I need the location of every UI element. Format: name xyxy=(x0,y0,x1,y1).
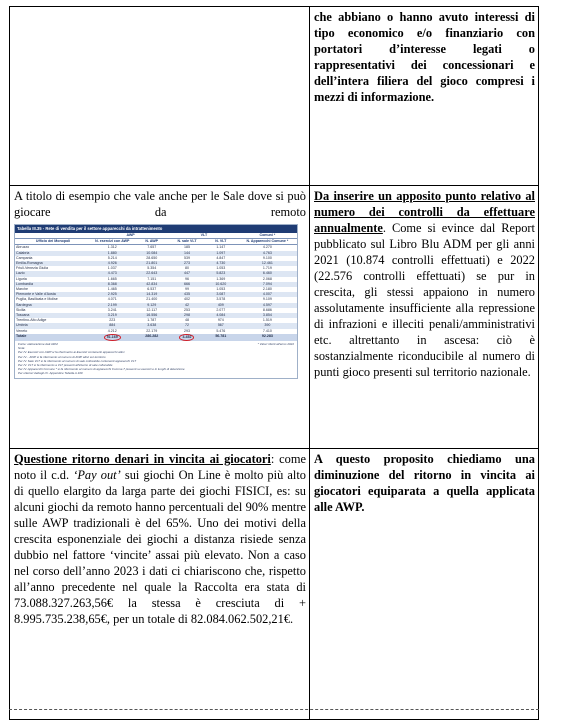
report-cell: 7.094 xyxy=(238,282,297,287)
report-cell: 4.473 xyxy=(91,271,133,276)
report-table-title: Tabella III.35 - Rete di vendita per il settore apparecchi da intrattenimento xyxy=(15,225,297,233)
row3-left-text: sui giochi On Line è molto più alto di quello elargito da larga parte dei giochi FISICI, es: su alcuni giochi da remoto hanno percentuali del 90% mentre sulle AWP tradizionali è del 65%. Uno dei motivi della crescita esponenziale dei giochi a distanza risiede senza dubbio nel fattore ‘vincite’ assai più elevato. Non a caso nel corso dell’anno 2023 i dati ci chiariscono che, rispetto all’anno precedente nel quale la Raccolta era stata di 73.088.327.263,56€ la stessa è cresciuta di + 8.995.735.238,65€, per un totale di 82.084.062.502,21€. xyxy=(14,468,306,626)
report-cell: 4.597 xyxy=(238,303,297,308)
report-header-cell: N. esercizi con AWP xyxy=(91,239,133,245)
report-cell: 666 xyxy=(170,282,204,287)
report-table xyxy=(15,233,297,341)
report-cell: 9.109 xyxy=(262,297,272,302)
report-cell: 22.179 xyxy=(146,328,158,333)
report-cell: 3.241 xyxy=(107,307,117,312)
report-cell: 4.084 xyxy=(204,313,238,318)
row3-left-bold: Questione ritorno denari in vincita ai giocatori xyxy=(14,452,271,466)
report-header-cell: N. Apparecchi Comune * xyxy=(238,239,297,245)
report-cell: 12.117 xyxy=(146,307,158,312)
report-cell: Sardegna xyxy=(15,303,91,308)
report-cell: 21.400 xyxy=(146,297,158,302)
report-cell: 223 xyxy=(109,318,116,323)
report-cell: 8.368 xyxy=(91,282,133,287)
report-note: Per IV. Apparecchi Comune * si fa riferimento al numero di apparecchi Comma 7 presenti su esercizi e in luoghi di detenzione xyxy=(18,367,185,372)
report-cell: Abruzzo xyxy=(16,245,30,250)
report-header-cell: N. VLT xyxy=(204,239,238,245)
row3-left-italic: ‘Pay out’ xyxy=(73,468,121,482)
report-cell: 2.180 xyxy=(262,287,272,292)
report-cell: Piemonte e Valle d'Aosta xyxy=(15,292,91,297)
report-header-cell: Ufficio dei Monopoli xyxy=(15,239,91,245)
report-total-cell: 286.282 xyxy=(133,334,170,341)
report-cell: 4.926 xyxy=(91,261,133,266)
report-note: Per ulteriori dettagli cfr. Appendice Tabella A.100 xyxy=(18,371,83,376)
report-cell: 42 xyxy=(170,303,204,308)
row1-right-cell: che abbiano o hanno avuto interessi di tipo economico e/o finanziario con portatori d’interesse legati o rappresentativi dei concessionari e dell’intera filiera del gioco compresi i mezzi di informazione. xyxy=(310,7,539,186)
report-cell: 14.319 xyxy=(133,292,170,297)
report-cell: 7.657 xyxy=(147,245,157,250)
report-cell: 4.847 xyxy=(216,255,226,260)
report-cell: 4.071 xyxy=(107,297,117,302)
report-cell: 9.100 xyxy=(262,255,272,260)
report-cell: 42.834 xyxy=(133,282,170,287)
report-group-vlt: VLT xyxy=(170,233,238,239)
report-note: Per IV. Sale VLT si fa riferimento al numero di sale collocabile contenenti apparecchi VLT xyxy=(18,358,137,363)
report-cell: 5.823 xyxy=(204,271,238,276)
report-total-cell xyxy=(170,334,204,341)
report-cell: 28.650 xyxy=(146,255,158,260)
report-cell: 1.519 xyxy=(262,318,272,323)
report-cell: 293 xyxy=(183,328,190,333)
report-cell: 9.129 xyxy=(133,303,170,308)
report-cell: 4.730 xyxy=(204,261,238,266)
report-cell: Puglia, Basilicata e Molise xyxy=(16,297,58,302)
report-cell: 1.037 xyxy=(107,266,117,271)
report-note: Per IV. VLT si fa riferimento a VLT presenti all'interno di sale collocabile xyxy=(18,363,113,368)
report-header-cell: N. sale VLT xyxy=(170,239,204,245)
report-cell: Lombardia xyxy=(15,282,91,287)
report-cell: 1.147 xyxy=(216,245,226,250)
row2-left-text: A titolo di esempio che vale anche per le Sale dove si può giocare da remoto xyxy=(14,189,306,219)
highlight-circle: 51.169 xyxy=(104,334,121,341)
row3-right-cell: A questo proposito chiediamo una diminuzione del ritorno in vincita ai giocatori equiparata a quella applicata alle AWP. xyxy=(310,449,539,720)
report-cell: 4.763 xyxy=(238,251,297,256)
report-total-row xyxy=(15,334,297,341)
report-cell: Marche xyxy=(16,287,28,292)
report-header-cell: N. AWP xyxy=(133,239,170,245)
report-cell: 4.270 xyxy=(262,245,272,250)
report-cell: Calabria xyxy=(15,251,91,256)
report-cell: Lazio xyxy=(15,271,91,276)
report-cell: 1.665 xyxy=(107,276,117,281)
report-cell: 390 xyxy=(238,323,297,328)
report-cell: 6.460 xyxy=(238,271,297,276)
report-note-source: Fonte: elaborazione dati ADM xyxy=(18,342,58,347)
report-cell: 72 xyxy=(170,323,204,328)
report-total-cell: 92.283 xyxy=(238,334,297,341)
report-cell: 99 xyxy=(184,287,189,292)
report-note: Nota: xyxy=(18,346,26,351)
report-cell: Liguria xyxy=(16,276,27,281)
report-cell: 7.410 xyxy=(262,328,272,333)
table-row xyxy=(10,186,539,449)
report-cell: 5.214 xyxy=(107,255,117,260)
report-cell: 1.719 xyxy=(262,266,272,271)
report-notes xyxy=(15,341,297,378)
report-note: Per IV... AWP si fa riferimento al numero di AWP attivi sul territorio xyxy=(18,354,106,359)
report-cell: Toscana xyxy=(15,313,91,318)
report-cell: 80 xyxy=(184,266,189,271)
report-cell: 1.880 xyxy=(91,251,133,256)
report-cell: 3.578 xyxy=(216,297,226,302)
report-cell: Trentino-Alto Adige xyxy=(16,318,47,323)
report-cell: 22.643 xyxy=(133,271,170,276)
report-group-comuni: Comuni * xyxy=(238,233,297,239)
row3-left-pre: : come noto il c.d. xyxy=(14,452,306,482)
report-cell: 884 xyxy=(91,323,133,328)
report-cell: 1.053 xyxy=(216,266,226,271)
row2-left-cell xyxy=(10,186,310,449)
report-total-cell: Totale xyxy=(15,334,91,341)
report-cell: 1.369 xyxy=(216,276,226,281)
report-cell: 447 xyxy=(170,271,204,276)
document-table xyxy=(9,6,539,720)
report-cell: Friuli-Venezia Giulia xyxy=(16,266,48,271)
report-cell: Emilia-Romagna xyxy=(15,261,91,266)
bottom-divider xyxy=(9,709,539,710)
report-cell: 12.461 xyxy=(238,261,297,266)
row1-left-cell xyxy=(10,7,310,186)
report-cell: 1.465 xyxy=(107,287,117,292)
report-cell: 253 xyxy=(183,307,190,312)
report-cell: 273 xyxy=(170,261,204,266)
table-row xyxy=(10,449,539,720)
report-cell: 1.053 xyxy=(216,287,226,292)
report-cell: 7.151 xyxy=(147,276,157,281)
report-cell: 539 xyxy=(183,255,190,260)
report-cell: 10.084 xyxy=(133,251,170,256)
report-cell: 10.620 xyxy=(204,282,238,287)
row2-right-bold: Da inserire un apposito punto relativo al numero dei controlli da effettuare annualmente xyxy=(314,189,535,235)
report-cell: 96 xyxy=(184,276,189,281)
report-cell: 5.476 xyxy=(216,328,226,333)
report-total-cell xyxy=(91,334,133,341)
report-group-awp: AWP xyxy=(91,233,170,239)
report-note-right: * Valori riferiti all'anno 2022 xyxy=(257,342,294,347)
report-cell: 1.787 xyxy=(147,318,157,323)
report-note: Per IV. Esercizi con AWP si fa riferimento ai Esercizi contenenti apparecchi attivi xyxy=(18,350,125,355)
report-cell: 5.354 xyxy=(147,266,157,271)
report-cell: 974 xyxy=(217,318,224,323)
report-cell: 2.199 xyxy=(91,303,133,308)
report-cell: 409 xyxy=(204,303,238,308)
row2-right-cell xyxy=(310,186,539,449)
table-row xyxy=(10,7,539,186)
highlight-circle: 4.452 xyxy=(179,334,194,341)
report-total-cell: 56.781 xyxy=(204,334,238,341)
report-cell: 2.077 xyxy=(216,307,226,312)
report-cell: 16.556 xyxy=(133,313,170,318)
report-cell: 435 xyxy=(170,292,204,297)
report-cell: 1.312 xyxy=(107,245,117,250)
report-table-image xyxy=(14,224,298,379)
report-cell: 567 xyxy=(204,323,238,328)
report-cell: 3.219 xyxy=(91,313,133,318)
report-cell: 6.537 xyxy=(147,287,157,292)
report-cell: 4.007 xyxy=(238,292,297,297)
report-cell: 1.097 xyxy=(204,251,238,256)
report-cell: 21.801 xyxy=(133,261,170,266)
report-cell: 2.925 xyxy=(91,292,133,297)
report-cell: 2.068 xyxy=(262,276,272,281)
report-cell: 4.212 xyxy=(107,328,117,333)
report-cell: 3.087 xyxy=(204,292,238,297)
report-cell: 8.686 xyxy=(262,307,272,312)
report-cell: 144 xyxy=(170,251,204,256)
report-cell: Campania xyxy=(16,255,33,260)
report-cell: 3.854 xyxy=(238,313,297,318)
report-cell: Umbria xyxy=(15,323,91,328)
row3-left-cell xyxy=(10,449,310,720)
report-cell: Veneto xyxy=(16,328,28,333)
report-cell: 3.638 xyxy=(133,323,170,328)
row2-right-text: . Come si evince dal Report pubblicato sul Libro Blu ADM per gli anni 2021 (10.874 controlli effettuati) e 2022 (22.576 controlli effettuati) se pur in crescita, gli stessi appaiono in numero assolutamente insufficiente alla repressione di infrazioni e illeciti penali/amministrativi etc. altrettanto in ascesa: ciò è sostanzialmente riconducibile al numero di punti gioco presenti sul territorio nazionale. xyxy=(314,221,535,379)
report-cell: 298 xyxy=(170,313,204,318)
report-cell: 48 xyxy=(184,318,189,323)
report-cell: Sicilia xyxy=(16,307,26,312)
report-cell: 402 xyxy=(183,297,190,302)
report-cell: 185 xyxy=(183,245,190,250)
